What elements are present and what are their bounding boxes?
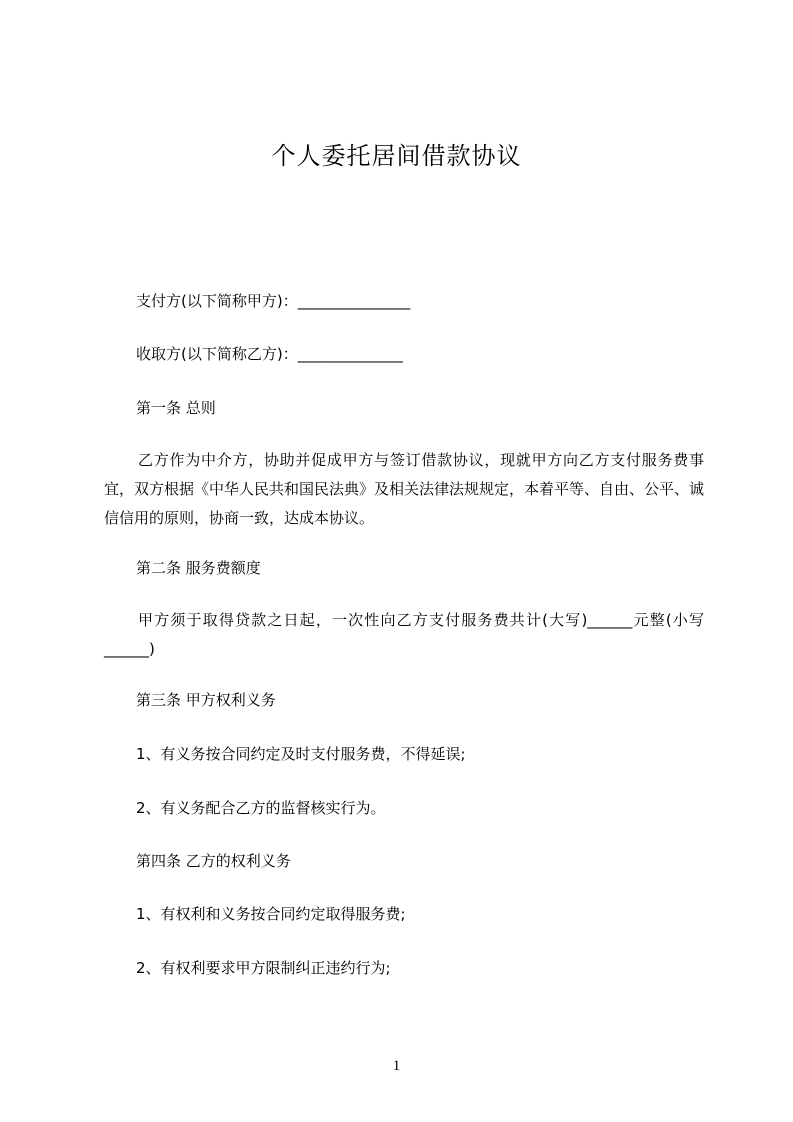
article-4-item-1: 1、有权利和义务按合同约定取得服务费; bbox=[136, 905, 406, 923]
document-title: 个人委托居间借款协议 bbox=[271, 142, 522, 170]
article-1-text: 乙方作为中介方，协助并促成甲方与签订借款协议，现就甲方向乙方支付服务费事宜，双方根据《中华人民共和国民法典》及相关法律法规规定，本着平等、自由、公平、诚信信用的原则，协商一致，达成本协议。 bbox=[104, 451, 705, 527]
party-a-line: 支付方(以下简称甲方)：_______________ bbox=[136, 292, 411, 310]
article-4-item-2: 2、有权利要求甲方限制纠正违约行为; bbox=[136, 959, 391, 977]
article-3-item-1: 1、有义务按合同约定及时支付服务费，不得延误; bbox=[136, 745, 466, 763]
article-2-text: 甲方须于取得贷款之日起，一次性向乙方支付服务费共计(大写)______元整(小写______) bbox=[104, 611, 704, 658]
article-2-heading: 第二条 服务费额度 bbox=[136, 559, 261, 577]
party-b-line: 收取方(以下简称乙方)：______________ bbox=[136, 345, 403, 363]
article-3-item-2: 2、有义务配合乙方的监督核实行为。 bbox=[136, 799, 386, 817]
article-1-heading: 第一条 总则 bbox=[136, 399, 216, 417]
page-number: 1 bbox=[392, 1058, 401, 1074]
article-4-heading: 第四条 乙方的权利义务 bbox=[136, 852, 291, 870]
article-3-heading: 第三条 甲方权利义务 bbox=[136, 691, 276, 709]
